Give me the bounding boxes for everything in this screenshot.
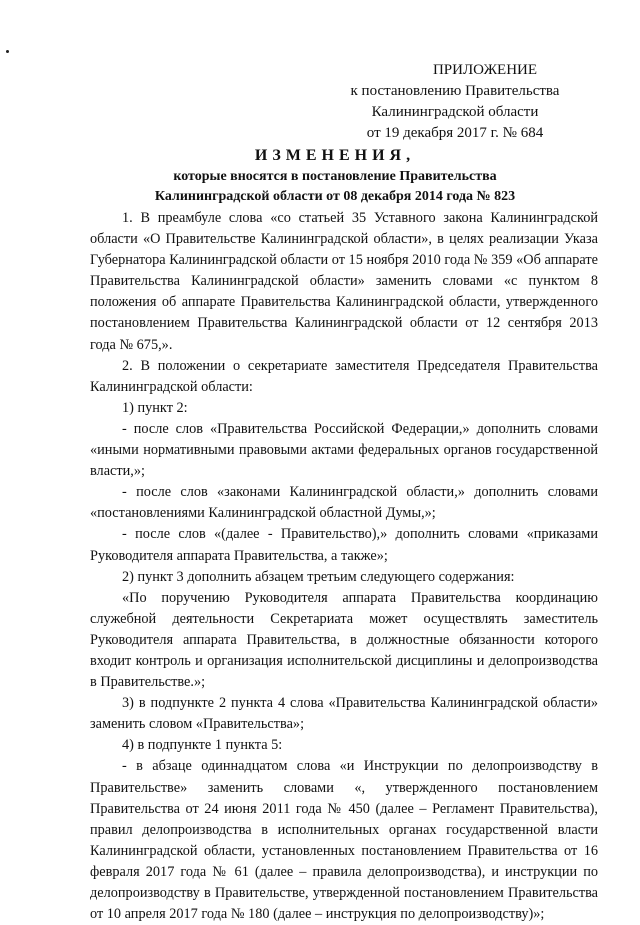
paragraph-3: 1) пункт 2: [122, 399, 188, 416]
document-title: ИЗМЕНЕНИЯ, [254, 147, 416, 164]
appendix-region: Калининградской области [371, 104, 539, 120]
paragraph-7: 2) пункт 3 дополнить абзацем третьим следующего содержания: [122, 568, 515, 585]
appendix-date-number: от 19 декабря 2017 г. № 684 [366, 125, 544, 141]
paragraph-4: - после слов «Правительства Российской Федерации,» дополнить словами «иными нормативными правовыми актами федеральных органов государственной власти,»; [90, 420, 598, 480]
paragraph-9: 3) в подпункте 2 пункта 4 слова «Правительства Калининградской области» заменить словом «Правительства»; [90, 695, 598, 733]
paragraph-8: «По поручению Руководителя аппарата Правительства координацию служебной деятельности Секретариата может осуществлять заместитель Руководителя аппарата Правительства, в должностные обязанности которого входит контроль и организация исполнительской дисциплины и делопроизводства в Правительстве.»; [90, 589, 598, 691]
paragraph-1: 1. В преамбуле слова «со статьей 35 Уставного закона Калининградской области «О Правительстве Калининградской области», в целях реализации Указа Губернатора Калининградской области от 15 ноября 2010 года № 359 «Об аппарате Правительства Калининградской области» заменить словами «с пунктом 8 положения об аппарате Правительства Калининградской области, утвержденного постановлением Правительства Калининградской области от 12 сентября 2013 года № 675,». [90, 210, 598, 353]
paragraph-2: 2. В положении о секретариате заместителя Председателя Правительства Калининградской области: [90, 357, 598, 395]
appendix-header [330, 60, 580, 144]
paragraph-6: - после слов «(далее - Правительство),» дополнить словами «приказами Руководителя аппарата Правительства, а также»; [90, 526, 598, 564]
paragraph-10: 4) в подпункте 1 пункта 5: [122, 737, 283, 754]
scan-speck [6, 50, 9, 53]
document-title-block [90, 145, 580, 207]
document-body [90, 208, 598, 925]
appendix-resolution-ref: к постановлению Правительства [350, 83, 560, 99]
appendix-label: ПРИЛОЖЕНИЕ [432, 62, 538, 78]
document-subtitle-line-2: Калининградской области от 08 декабря 2014 года № 823 [154, 189, 516, 204]
paragraph-5: - после слов «законами Калининградской области,» дополнить словами «постановлениями Калининградской областной Думы,»; [90, 484, 598, 522]
document-subtitle-line-1: которые вносятся в постановление Правительства [173, 169, 497, 184]
paragraph-11: - в абзаце одиннадцатом слова «и Инструкции по делопроизводству в Правительстве» заменить словами «, утвержденного постановлением Правительства от 24 июня 2011 года № 450 (далее – Регламент Правительства), правил делопроизводства в исполнительных органах государственной власти Калининградской области, установленных постановлением Правительства от 16 февраля 2017 года № 61 (далее – правила делопроизводства), и инструкции по делопроизводству в Правительстве, утвержденной постановлением Правительства от 10 апреля 2017 года № 180 (далее – инструкция по делопроизводству)»; [90, 758, 598, 923]
